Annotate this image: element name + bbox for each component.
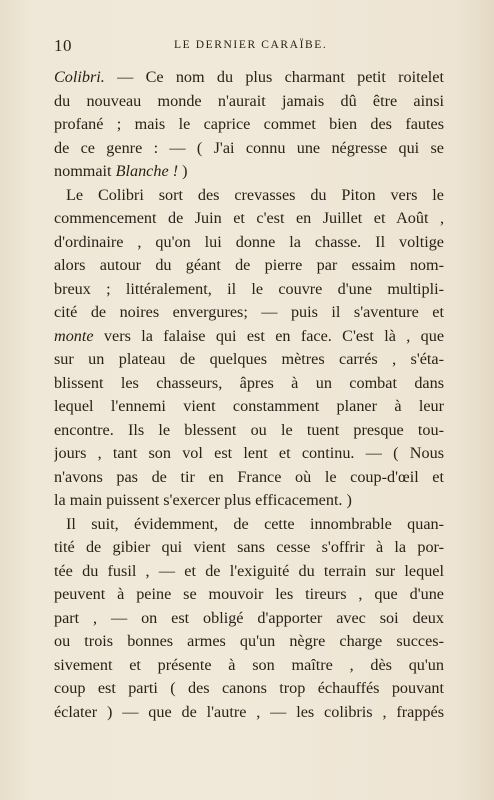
text-line: blissent les chasseurs, âpres à un combat dans	[54, 373, 444, 392]
text-line: nommait Blanche ! )	[54, 162, 188, 180]
text-line: éclater ) — que de l'autre , — les colibris , frappés	[54, 702, 444, 721]
page-number: 10	[54, 36, 72, 55]
text-line: tité de gibier qui vient sans cesse s'offrir à la por-	[54, 538, 444, 556]
body-text	[54, 66, 444, 724]
text-line: Le Colibri sort des crevasses du Piton vers le	[66, 185, 444, 204]
text-line: commencement de Juin et c'est en Juillet et Août ,	[54, 209, 444, 227]
running-title: LE DERNIER CARAÏBE.	[174, 39, 328, 51]
text-line: jours , tant son vol est lent et continu. — ( Nous	[54, 444, 444, 462]
text-line: n'avons pas de tir en France où le coup-d'œil et	[54, 467, 444, 486]
text-line: peuvent à peine se mouvoir les tireurs , que d'une	[54, 585, 444, 603]
text-line: profané ; mais le caprice commet bien des fautes	[54, 115, 444, 133]
text-line: d'ordinaire , qu'on lui donne la chasse. Il voltige	[54, 232, 444, 251]
text-line: ou trois bonnes armes qu'un nègre charge succes-	[54, 632, 444, 650]
text-line: lequel l'ennemi vient constamment planer à leur	[54, 397, 444, 415]
text-line: cité de noires envergures; — puis il s'aventure et	[54, 303, 444, 321]
text-line: breux ; littéralement, il le couvre d'une multipli-	[54, 279, 444, 298]
text-line: monte vers la falaise qui est en face. C'est là , que	[54, 326, 444, 345]
text-line: tée du fusil , — et de l'exiguité du terrain sur lequel	[54, 561, 444, 580]
text-line: Il suit, évidemment, de cette innombrable quan-	[66, 514, 444, 533]
text-line: Colibri. — Ce nom du plus charmant petit roitelet	[54, 68, 444, 86]
text-line: part , — on est obligé d'apporter avec soi deux	[54, 608, 444, 627]
page-header	[54, 36, 472, 56]
text-line: de ce genre : — ( J'ai connu une négresse qui se	[54, 138, 444, 157]
text-line: sivement et présente à son maître , dès qu'un	[54, 655, 444, 674]
text-line: la main puissent s'exercer plus efficacement. )	[54, 491, 352, 509]
text-line: alors autour du géant de pierre par essaim nom-	[54, 256, 444, 274]
text-line: encontre. Ils le blessent ou le tuent presque tou-	[54, 420, 444, 439]
text-line: sur un plateau de quelques mètres carrés , s'éta-	[54, 350, 444, 368]
text-line: coup est parti ( des canons trop échauffés pouvant	[54, 679, 444, 697]
text-line: du nouveau monde n'aurait jamais dû être ainsi	[54, 91, 444, 110]
